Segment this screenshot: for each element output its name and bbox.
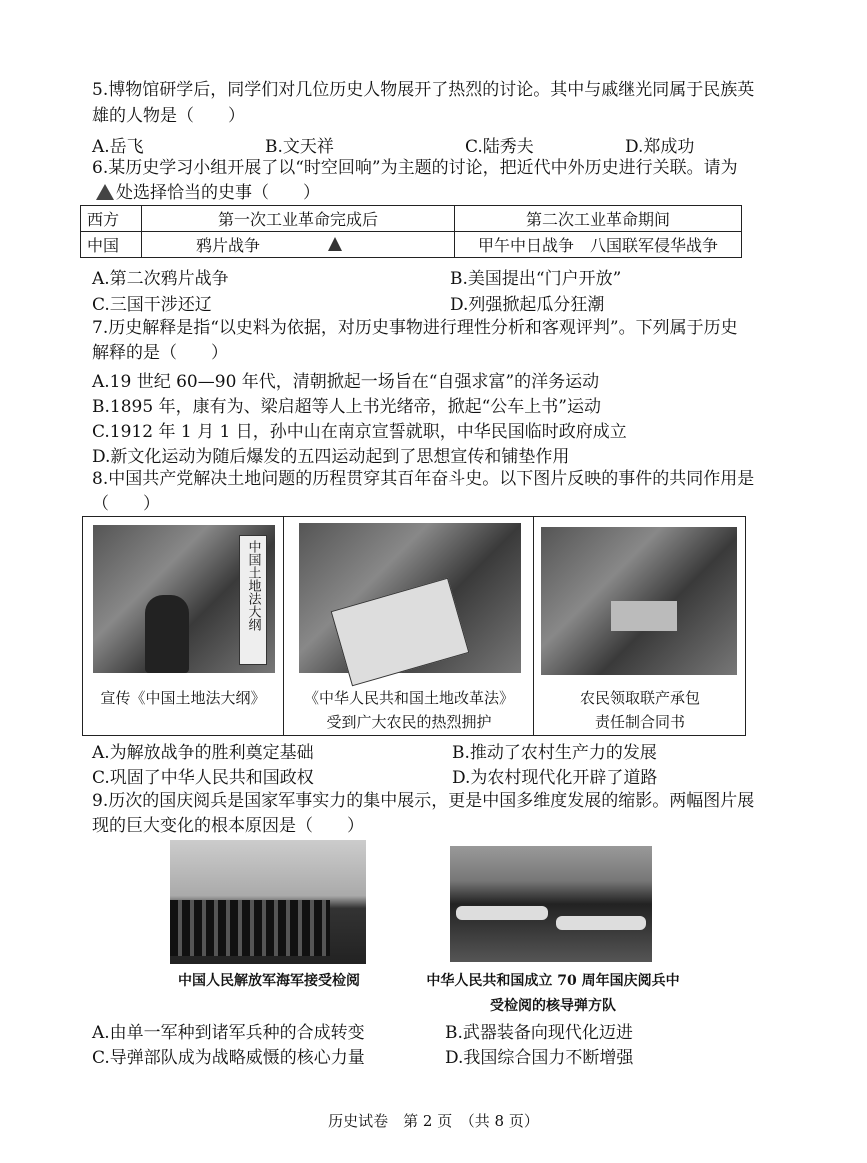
q8-caption-1: 宣传《中国土地法大纲》 (100, 689, 266, 707)
q8-caption-3-line2: 责任制合同书 (594, 713, 685, 731)
contract-signing-photo (541, 527, 737, 675)
q8-photo-panel (82, 516, 746, 736)
q9-option-b[interactable]: B.武器装备向现代化迈进 (445, 1023, 633, 1043)
q5-stem-line2: 雄的人物是（ ） (92, 106, 245, 126)
q7-option-c[interactable]: C.1912 年 1 月 1 日，孙中山在南京宣誓就职，中华民国临时政府成立 (92, 422, 627, 442)
person-figure (145, 595, 189, 673)
q9-option-a[interactable]: A.由单一军种到诸军兵种的合成转变 (92, 1023, 365, 1043)
q8-option-c[interactable]: C.巩固了中华人民共和国政权 (92, 768, 314, 788)
q5-option-b[interactable]: B.文天祥 (265, 137, 334, 157)
q8-stem-line2: （ ） (92, 494, 160, 514)
land-law-propaganda-photo (93, 525, 275, 673)
triangle-mark-icon (328, 237, 342, 251)
q8-option-a[interactable]: A.为解放战争的胜利奠定基础 (92, 743, 314, 763)
q7-option-b[interactable]: B.1895 年，康有为、梁启超等人上书光绪帝，掀起“公车上书”运动 (92, 397, 601, 417)
q8-photo-cell-1 (83, 517, 284, 735)
newspaper (331, 578, 470, 687)
missile-2 (556, 916, 646, 930)
q6-stem-line1: 6.某历史学习小组开展了以“时空回响”为主题的讨论，把近代中外历史进行关联。请为 (92, 158, 738, 178)
table-cell: 中国 (81, 232, 142, 258)
q8-photo-cell-3 (535, 517, 745, 735)
q6-timeline-table (80, 205, 742, 258)
q5-option-a[interactable]: A.岳飞 (92, 137, 144, 157)
q9-caption-2-line2: 受检阅的核导弹方队 (490, 998, 616, 1014)
q9-option-d[interactable]: D.我国综合国力不断增强 (445, 1048, 634, 1068)
page-footer: 历史试卷 第 2 页 （共 8 页） (328, 1112, 539, 1130)
q8-caption-2-line1: 《中华人民共和国土地改革法》 (303, 689, 514, 707)
q9-option-c[interactable]: C.导弹部队成为战略威慑的核心力量 (92, 1048, 365, 1068)
q5-option-c[interactable]: C.陆秀夫 (465, 137, 534, 157)
table-papers (611, 601, 677, 631)
q9-caption-1: 中国人民解放军海军接受检阅 (178, 973, 360, 989)
q8-option-d[interactable]: D.为农村现代化开辟了道路 (452, 768, 658, 788)
q8-photo-cell-2 (285, 517, 534, 735)
q6-option-b[interactable]: B.美国提出“门户开放” (450, 269, 622, 289)
missile-parade-photo (450, 846, 652, 962)
marching-troops (170, 900, 330, 956)
triangle-mark-icon (96, 184, 114, 200)
q6-stem-line2 (96, 181, 320, 205)
q6-stem-line2-text: 处选择恰当的史事（ ） (116, 183, 320, 203)
q7-option-d[interactable]: D.新文化运动为随后爆发的五四运动起到了思想宣传和铺垫作用 (92, 447, 570, 467)
navy-parade-photo (170, 840, 366, 964)
poster-text: 中国土地法大纲 (245, 540, 261, 631)
opium-war-label: 鸦片战争 (196, 236, 261, 255)
q8-stem-line1: 8.中国共产党解决土地问题的历程贯穿其百年奋斗史。以下图片反映的事件的共同作用是 (92, 469, 755, 489)
land-reform-law-photo (299, 523, 521, 673)
table-cell: 甲午中日战争 八国联军侵华战争 (455, 232, 742, 258)
table-cell: 第二次工业革命期间 (455, 206, 742, 232)
q5-option-d[interactable]: D.郑成功 (625, 137, 695, 157)
table-cell: 西方 (81, 206, 142, 232)
q9-stem-line2: 现的巨大变化的根本原因是（ ） (92, 816, 364, 836)
q7-option-a[interactable]: A.19 世纪 60—90 年代，清朝掀起一场旨在“自强求富”的洋务运动 (92, 372, 600, 392)
table-cell-opium-war (142, 232, 455, 258)
q6-option-a[interactable]: A.第二次鸦片战争 (92, 269, 229, 289)
q6-option-c[interactable]: C.三国干涉还辽 (92, 295, 212, 315)
q8-option-b[interactable]: B.推动了农村生产力的发展 (452, 743, 657, 763)
missile-1 (456, 906, 548, 920)
q5-stem-line1: 5.博物馆研学后，同学们对几位历史人物展开了热烈的讨论。其中与戚继光同属于民族英 (92, 80, 755, 100)
q7-stem-line1: 7.历史解释是指“以史料为依据，对历史事物进行理性分析和客观评判”。下列属于历史 (92, 318, 738, 338)
table-cell: 第一次工业革命完成后 (142, 206, 455, 232)
q9-stem-line1: 9.历次的国庆阅兵是国家军事实力的集中展示，更是中国多维度发展的缩影。两幅图片展 (92, 791, 755, 811)
q8-caption-3-line1: 农民领取联产承包 (579, 689, 700, 707)
q7-stem-line2: 解释的是（ ） (92, 343, 228, 363)
q8-caption-2-line2: 受到广大农民的热烈拥护 (326, 713, 492, 731)
land-law-poster (239, 535, 267, 665)
q9-caption-2-line1: 中华人民共和国成立 70 周年国庆阅兵中 (426, 973, 680, 989)
q6-option-d[interactable]: D.列强掀起瓜分狂潮 (450, 295, 605, 315)
